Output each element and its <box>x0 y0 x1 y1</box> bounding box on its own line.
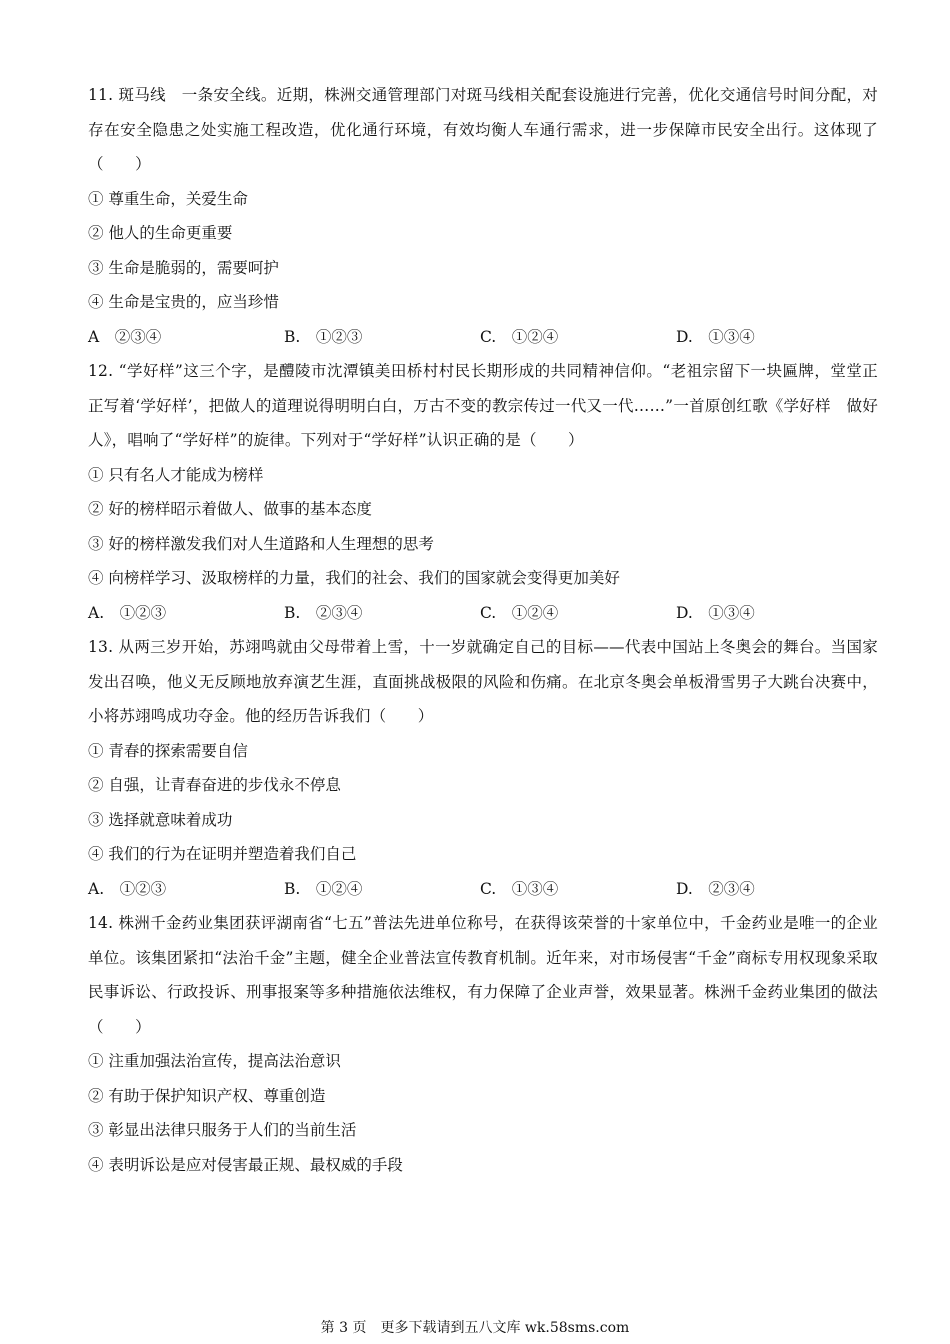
answer-choices <box>88 596 878 631</box>
question-12 <box>88 354 878 630</box>
question-stem: 12. “学好样”这三个字，是醴陵市沈潭镇美田桥村村民长期形成的共同精神信仰。“老祖宗留下一块匾牌，堂堂正正写着‘学好样’，把做人的道理说得明明白白，万古不变的教宗传过一代又一代……”一首原创红歌《学好样 做好人》，唱响了“学好样”的旋律。下列对于“学好样”认识正确的是（ ） <box>88 362 878 449</box>
question-list <box>88 78 878 1182</box>
page-footer: 第 3 页 更多下载请到五八文库 wk.58sms.com <box>320 1320 630 1336</box>
option-3: ③ 生命是脆弱的，需要呵护 <box>88 258 279 277</box>
option-2: ② 好的榜样昭示着做人、做事的基本态度 <box>88 500 372 518</box>
option-4: ④ 表明诉讼是应对侵害最正规、最权威的手段 <box>88 1155 403 1174</box>
option-2: ② 自强，让青春奋进的步伐永不停息 <box>88 776 341 794</box>
answer-b: B. ①②④ <box>284 879 363 898</box>
answer-d: D. ①③④ <box>676 603 755 622</box>
answer-c: C. ①②④ <box>480 327 559 346</box>
option-1: ① 青春的探索需要自信 <box>88 741 248 760</box>
question-11 <box>88 78 878 354</box>
option-1: ① 注重加强法治宣传，提高法治意识 <box>88 1052 341 1070</box>
answer-a: A ②③④ <box>88 327 162 346</box>
answer-a: A. ①②③ <box>88 879 167 898</box>
option-4: ④ 我们的行为在证明并塑造着我们自己 <box>88 845 357 863</box>
option-3: ③ 好的榜样激发我们对人生道路和人生理想的思考 <box>88 534 434 553</box>
answer-choices <box>88 872 878 907</box>
answer-c: C. ①②④ <box>480 603 559 622</box>
answer-d: D. ①③④ <box>676 327 755 346</box>
option-3: ③ 选择就意味着成功 <box>88 810 233 829</box>
option-1: ① 只有名人才能成为榜样 <box>88 465 264 484</box>
option-2: ② 有助于保护知识产权、尊重创造 <box>88 1086 326 1105</box>
question-14 <box>88 906 878 1182</box>
question-13 <box>88 630 878 906</box>
answer-a: A. ①②③ <box>88 603 167 622</box>
answer-d: D. ②③④ <box>676 879 755 898</box>
option-3: ③ 彰显出法律只服务于人们的当前生活 <box>88 1121 357 1139</box>
answer-b: B. ①②③ <box>284 327 363 346</box>
answer-choices <box>88 320 878 355</box>
question-stem: 14. 株洲千金药业集团获评湖南省“七五”普法先进单位称号，在获得该荣誉的十家单位中，千金药业是唯一的企业单位。该集团紧扣“法治千金”主题，健全企业普法宣传教育机制。近年来，对市场侵害“千金”商标专用权现象采取民事诉讼、行政投诉、刑事报案等多种措施依法维权，有力保障了企业声誉，效果显著。株洲千金药业集团的做法（ ） <box>88 914 878 1036</box>
answer-c: C. ①③④ <box>480 879 559 898</box>
question-stem: 13. 从两三岁开始，苏翊鸣就由父母带着上雪，十一岁就确定自己的目标——代表中国站上冬奥会的舞台。当国家发出召唤，他义无反顾地放弃演艺生涯，直面挑战极限的风险和伤痛。在北京冬奥会单板滑雪男子大跳台决赛中，小将苏翊鸣成功夺金。他的经历告诉我们（ ） <box>88 638 878 725</box>
answer-b: B. ②③④ <box>284 603 363 622</box>
option-4: ④ 向榜样学习、汲取榜样的力量，我们的社会、我们的国家就会变得更加美好 <box>88 569 620 587</box>
option-2: ② 他人的生命更重要 <box>88 224 233 242</box>
option-4: ④ 生命是宝贵的，应当珍惜 <box>88 293 279 311</box>
option-1: ① 尊重生命，关爱生命 <box>88 189 248 208</box>
question-stem: 11. 斑马线 一条安全线。近期，株洲交通管理部门对斑马线相关配套设施进行完善，优化交通信号时间分配，对存在安全隐患之处实施工程改造，优化通行环境，有效均衡人车通行需求，进一步保障市民安全出行。这体现了（ ） <box>88 86 878 173</box>
